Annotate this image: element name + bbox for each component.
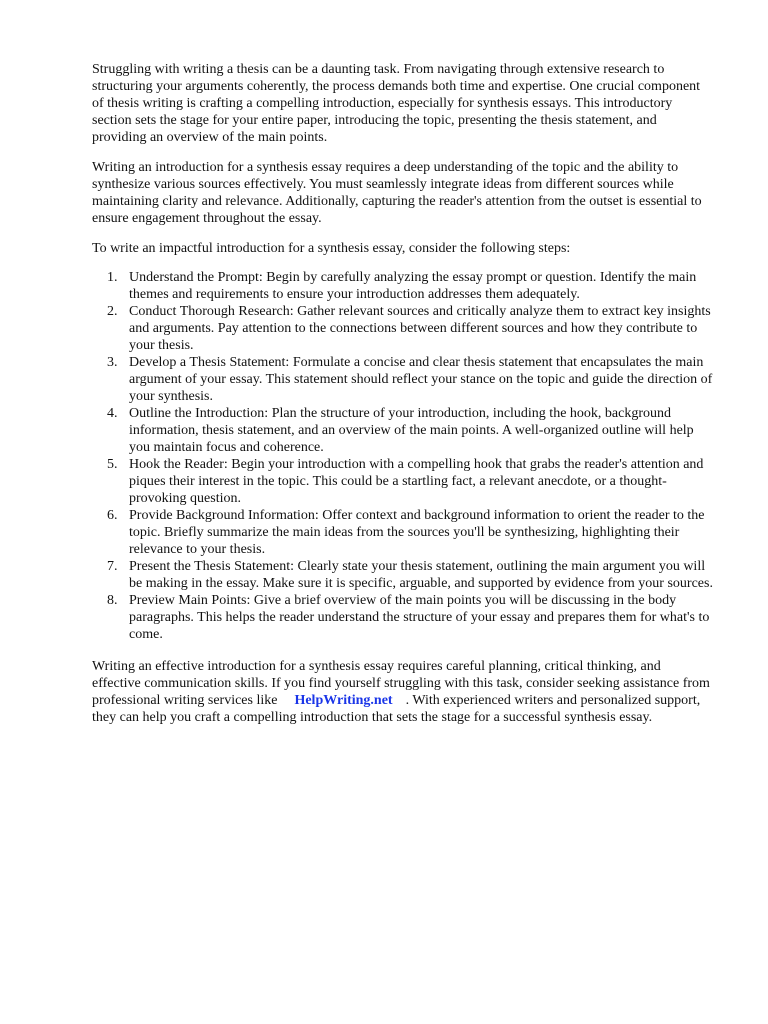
list-item-number: 8. <box>107 593 118 608</box>
list-item-number: 2. <box>107 304 118 319</box>
steps-list <box>92 269 713 643</box>
list-item-text: Hook the Reader: Begin your introduction with a compelling hook that grabs the reader's attention and piques their interest in the topic. This could be a startling fact, a relevant anecdote, or a thought-provoking question. <box>129 457 704 506</box>
list-item-number: 7. <box>107 559 118 574</box>
list-item-text: Provide Background Information: Offer context and background information to orient the reader to the topic. Briefly summarize the main ideas from the sources you'll be synthesizing, highlighting their relevance to your thesis. <box>129 508 705 557</box>
list-item <box>92 507 716 558</box>
closing-text-after-link: . With experienced writers and personalized support, they can help you craft a compelling introduction that sets the stage for a successful synthesis essay. <box>92 693 701 725</box>
list-item-text: Outline the Introduction: Plan the structure of your introduction, including the hook, background information, thesis statement, and an overview of the main points. A well-organized outline will help you maintain focus and coherence. <box>129 406 694 455</box>
list-item-text: Understand the Prompt: Begin by carefully analyzing the essay prompt or question. Identify the main themes and requirements to ensure your introduction addresses them adequately. <box>129 270 697 302</box>
list-item-number: 1. <box>107 270 118 285</box>
list-item-number: 4. <box>107 406 118 421</box>
helpwriting-link[interactable]: HelpWriting.net <box>294 693 393 708</box>
list-item-number: 6. <box>107 508 118 523</box>
list-item <box>92 269 716 303</box>
intro-paragraph: Struggling with writing a thesis can be a daunting task. From navigating through extensive research to structuring your arguments coherently, the process demands both time and expertise. One crucial component of thesis writing is crafting a compelling introduction, especially for synthesis essays. This introductory section sets the stage for your entire paper, introducing the topic, presenting the thesis statement, and providing an overview of the main points. <box>92 62 701 145</box>
list-item <box>92 303 716 354</box>
steps-intro-paragraph: To write an impactful introduction for a synthesis essay, consider the following steps: <box>92 241 571 256</box>
list-item-number: 3. <box>107 355 118 370</box>
list-item-text: Develop a Thesis Statement: Formulate a concise and clear thesis statement that encapsulates the main argument of your essay. This statement should reflect your stance on the topic and guide the direction of your synthesis. <box>129 355 713 404</box>
list-item-text: Preview Main Points: Give a brief overview of the main points you will be discussing in the body paragraphs. This helps the reader understand the structure of your essay and prepares them for what's to come. <box>129 593 710 642</box>
list-item <box>92 592 716 643</box>
list-item-number: 5. <box>107 457 118 472</box>
list-item <box>92 405 716 456</box>
list-item-text: Conduct Thorough Research: Gather relevant sources and critically analyze them to extract key insights and arguments. Pay attention to the connections between different sources and how they contribute to your thesis. <box>129 304 711 353</box>
list-item-text: Present the Thesis Statement: Clearly state your thesis statement, outlining the main argument you will be making in the essay. Make sure it is specific, arguable, and supported by evidence from your sources. <box>129 559 713 591</box>
list-item <box>92 456 716 507</box>
understanding-paragraph: Writing an introduction for a synthesis essay requires a deep understanding of the topic and the ability to synthesize various sources effectively. You must seamlessly integrate ideas from different sources while maintaining clarity and relevance. Additionally, capturing the reader's attention from the outset is essential to ensure engagement throughout the essay. <box>92 160 702 226</box>
closing-paragraph <box>92 658 710 726</box>
list-item <box>92 354 716 405</box>
list-item <box>92 558 716 592</box>
closing-text-before-link: Writing an effective introduction for a synthesis essay requires careful planning, critical thinking, and effective communication skills. If you find yourself struggling with this task, consider seeking assistance from professional writing services like <box>92 659 710 708</box>
